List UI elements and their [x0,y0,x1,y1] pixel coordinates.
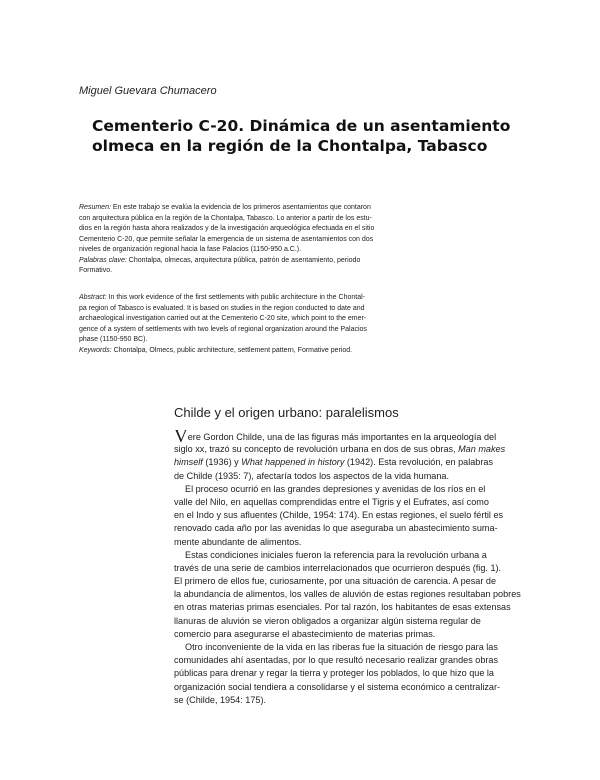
resumen-label: Resumen: [79,204,111,211]
palabras-clave-cont: Formativo. [79,267,113,274]
body-line: comunidades ahí asentadas, por lo que resultó necesario realizar grandes obras [174,655,499,666]
book-title: What happened in history [241,457,345,468]
book-title: himself [174,457,203,468]
body-text-span: siglo xx, trazó su concepto de revolución urbana en dos de sus obras, [174,444,459,455]
abstract-line: pa region of Tabasco is evaluated. It is based on studies in the region conducted to date and [79,304,365,312]
body-line: organización social tendiera a consolidarse y el sistema económico a centralizar- [174,681,501,692]
body-line: renovado cada año por las avenidas lo que aseguraba un abastecimiento suma- [174,523,498,534]
drop-cap: V [174,430,188,444]
body-line: comercio para asegurarse el abastecimiento de materias primas. [174,628,436,639]
body-line: valle del Nilo, en aquellas comprendidas entre el Tigris y el Eufrates, así como [174,496,489,507]
body-line: en el Indo y sus afluentes (Childe, 1954: 174). En estas regiones, el suelo fértil es [174,510,504,521]
resumen-line: Cementerio C-20, que permite señalar la emergencia de un sistema de asentamientos con dos [79,235,374,243]
body-line: en otras materias primas esenciales. Por tal razón, los habitantes de esas extensas [174,602,511,613]
body-line: mente abundante de alimentos. [174,536,302,547]
body-line: El primero de ellos fue, curiosamente, por una situación de carencia. A pesar de [174,576,497,587]
body-line: de Childe (1935: 7), afectaría todos los aspectos de la vida humana. [174,470,450,481]
palabras-clave [79,256,529,267]
abstract-text: In this work evidence of the first settlements with public architecture in the Chontal- [106,294,365,301]
body-line: Estas condiciones iniciales fueron la referencia para la revolución urbana a [185,549,487,560]
body-text [174,430,524,707]
body-line [174,443,524,456]
book-title: Man makes [458,444,506,455]
author-name: Miguel Guevara Chumacero [79,85,217,97]
body-line [174,430,524,443]
abstract-label: Abstract: [79,294,107,301]
palabras-clave-label: Palabras clave: [79,256,127,264]
body-line: públicas para drenar y regar la tierra y proteger los poblados, lo que hizo que la [174,668,494,679]
resumen-line [79,203,529,214]
body-line [174,456,524,469]
body-line: Otro inconveniente de la vida en las riberas fue la situación de riesgo para las [185,642,498,652]
resumen-block [79,203,529,277]
keywords-label: Keywords: [79,346,112,354]
body-text-span: ere Gordon Childe, una de las figuras más importantes en la arqueología del [187,432,497,442]
resumen-line: niveles de organización regional hacia la fase Palacios (1150-950 a.C.). [79,246,302,253]
body-text-span: (1936) y [202,457,242,468]
body-line: El proceso ocurrió en las grandes depresiones y avenidas de los ríos en el [185,483,486,494]
resumen-line: dios en la región hasta ahora realizados y de la investigación arqueológica efectuada en el sitio [79,225,375,232]
title-line-1: Cementerio C-20. Dinámica de un asentamiento [92,117,511,135]
resumen-line: con arquitectura pública en la región de la Chontalpa, Tabasco. Lo anterior a partir de los estu- [79,214,372,222]
abstract-line: gence of a system of settlements with two levels of regional organization around the Palacios [79,325,367,333]
abstract-line: archaeological investigation carried out at the Cementerio C-20 site, which point to the emer- [79,315,367,322]
body-line: llanuras de aluvión se vieron obligados a organizar algún sistema regular de [174,615,481,626]
body-text-span: (1942). Esta revolución, en palabras [344,457,493,468]
palabras-clave-text: Chontalpa, olmecas, arquitectura pública, patrón de asentamiento, periodo [126,256,361,264]
section-heading: Childe y el origen urbano: paralelismos [174,405,399,420]
abstract-line: phase (1150-950 BC). [79,336,148,343]
keywords-text: Chontalpa, Olmecs, public architecture, settlement pattern, Formative period. [111,346,353,354]
abstract-line [79,293,529,304]
body-line: través de una serie de cambios interrelacionados que ocurrieron después (fig. 1). [174,562,502,573]
abstract-block [79,293,529,356]
resumen-text: En este trabajo se evalúa la evidencia de los primeros asentamientos que contaron [110,204,371,211]
body-line: se (Childe, 1954: 175). [174,694,267,705]
article-title [92,116,522,156]
body-line: la abundancia de alimentos, los valles de aluvión de estas regiones resultaban pobres [174,589,521,600]
title-line-2: olmeca en la región de la Chontalpa, Tabasco [92,137,488,155]
keywords [79,346,529,357]
